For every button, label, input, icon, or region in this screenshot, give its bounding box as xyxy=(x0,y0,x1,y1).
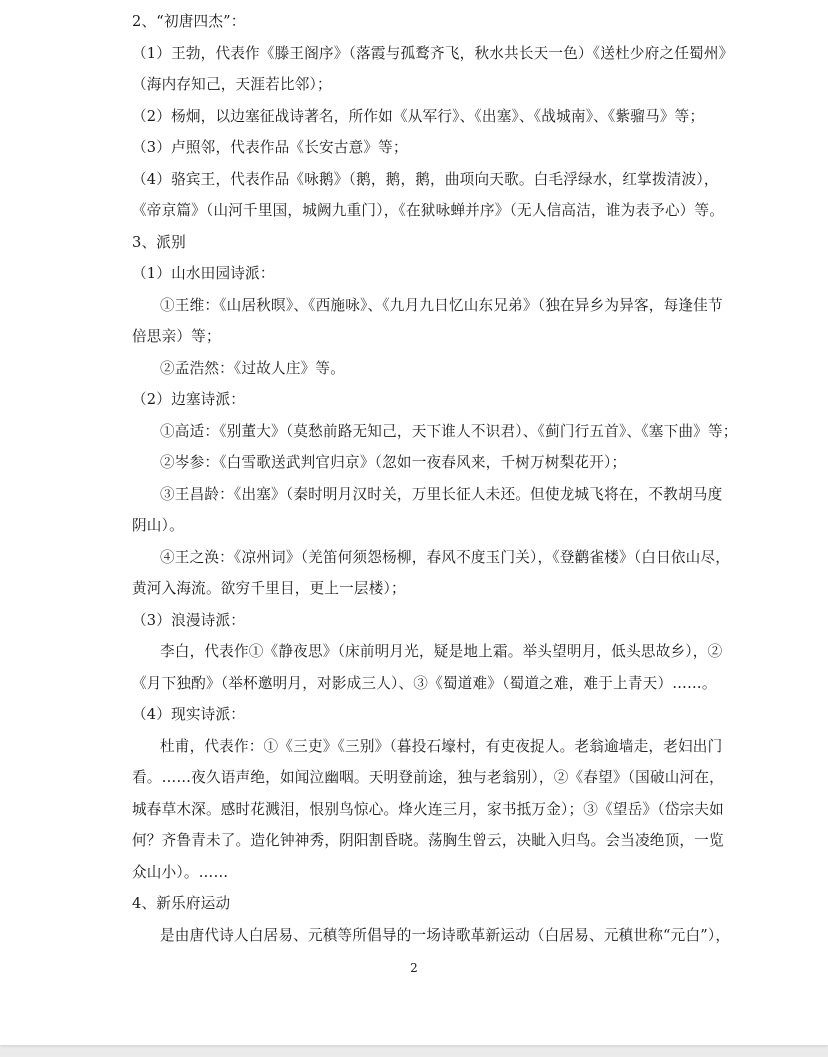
text-line: ③王昌龄：《出塞》（秦时明月汉时关，万里长征人未还。但使龙城飞将在，不教胡马度 xyxy=(160,485,723,503)
text-line: ①王维：《山居秋暝》、《西施咏》、《九月九日忆山东兄弟》（独在异乡为异客，每逢佳节 xyxy=(160,296,723,314)
section-heading-xin-yuefu: 4、新乐府运动 xyxy=(132,895,231,912)
text-line: （2）杨炯，以边塞征战诗著名，所作如《从军行》、《出塞》、《战城南》、《紫骝马》等； xyxy=(132,107,705,125)
page-number: 2 xyxy=(410,961,418,975)
text-line: （1）王勃，代表作《滕王阁序》（落霞与孤鹜齐飞，秋水共长天一色）《送杜少府之任蜀州》 xyxy=(132,44,734,62)
text-line: 何？齐鲁青未了。造化钟神秀，阴阳割昏晓。荡胸生曾云，决眦入归鸟。会当凌绝顶，一览 xyxy=(132,832,724,849)
text-line: 《月下独酌》（举杯邀明月，对影成三人）、③《蜀道难》（蜀道之难，难于上青天）……。 xyxy=(132,674,717,692)
text-line: 倍思亲）等； xyxy=(132,328,221,345)
subsection-heading: （1）山水田园诗派： xyxy=(132,265,275,282)
subsection-heading: （4）现实诗派： xyxy=(132,706,246,723)
subsection-heading: （3）浪漫诗派： xyxy=(132,611,246,629)
text-line: （4）骆宾王，代表作品《咏鹅》（鹅，鹅，鹅，曲项向天歌。白毛浮绿水，红掌拨清波）， xyxy=(132,170,719,188)
text-line: 是由唐代诗人白居易、元稹等所倡导的一场诗歌革新运动（白居易、元稹世称“元白”）， xyxy=(160,926,731,944)
text-line: 李白，代表作①《静夜思》（床前明月光，疑是地上霜。举头望明月，低头思故乡），② xyxy=(160,643,723,660)
text-line: 阴山）。 xyxy=(132,517,184,534)
text-line: 城春草木深。感时花溅泪，恨别鸟惊心。烽火连三月，家书抵万金）；③《望岳》（岱宗夫如 xyxy=(132,800,724,818)
text-line: 看。……夜久语声绝，如闻泣幽咽。天明登前途，独与老翁别），②《春望》（国破山河在， xyxy=(132,769,724,786)
text-line: ①高适：《别董大》（莫愁前路无知己，天下谁人不识君）、《蓟门行五首》、《塞下曲》等； xyxy=(160,422,738,440)
section-heading-pai-bie: 3、派别 xyxy=(132,233,186,251)
text-line: （海内存知己，天涯若比邻）； xyxy=(132,76,332,93)
page-content xyxy=(132,6,738,951)
text-line: 众山小）。…… xyxy=(132,863,229,881)
text-line: ④王之涣：《凉州词》（羌笛何须怨杨柳，春风不度玉门关），《登鹳雀楼》（白日依山尽， xyxy=(160,548,731,566)
subsection-heading: （2）边塞诗派： xyxy=(132,391,246,408)
text-line: ②岑参：《白雪歌送武判官归京》（忽如一夜春风来，千树万树梨花开）； xyxy=(160,454,627,471)
text-line: ②孟浩然：《过故人庄》等。 xyxy=(160,359,346,377)
text-line: 杜甫，代表作：①《三吏》《三别》（暮投石壕村，有吏夜捉人。老翁逾墙走，老妇出门 xyxy=(160,737,723,755)
text-line: （3）卢照邻，代表作品《长安古意》等； xyxy=(132,139,408,156)
section-heading-chutang-sijie: 2、“初唐四杰”： xyxy=(132,13,246,30)
text-line: 黄河入海流。欲穷千里目，更上一层楼）； xyxy=(132,580,406,597)
text-line: 《帝京篇》（山河千里国，城阙九重门），《在狱咏蝉并序》（无人信高洁，谁为表予心）等。 xyxy=(132,202,725,219)
